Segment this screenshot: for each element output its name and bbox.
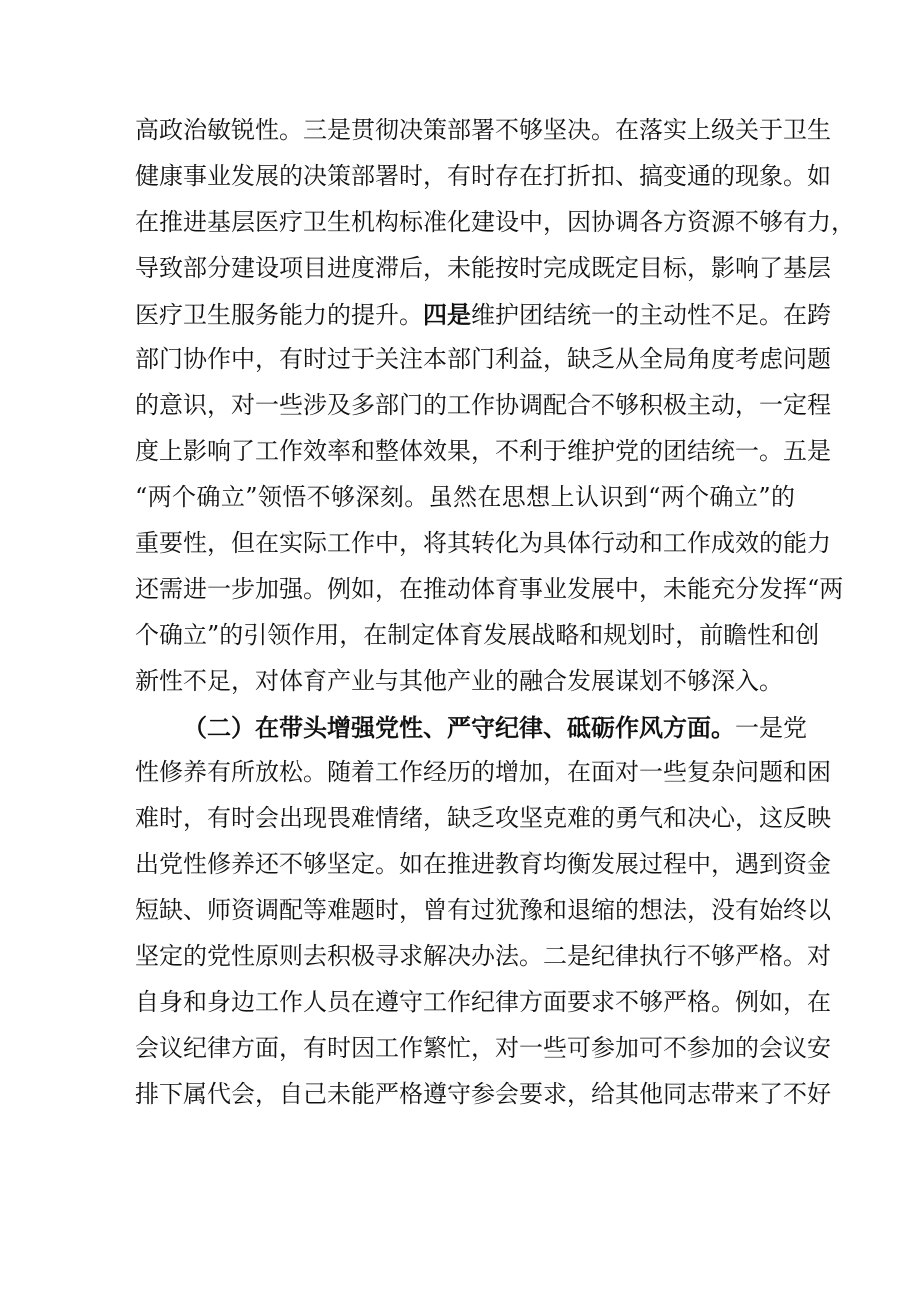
- text-segment: 医疗卫生服务能力的提升。: [135, 300, 423, 329]
- text-segment: 会议纪律方面，有时因工作繁忙，对一些可参加可不参加的会议安: [135, 1033, 831, 1062]
- text-line: [135, 750, 831, 796]
- text-line: [135, 383, 831, 429]
- document-body: [135, 108, 855, 1118]
- text-segment: 健康事业发展的决策部署时，有时存在打折扣、搞变通的现象。如: [135, 161, 831, 190]
- text-line: [135, 796, 831, 842]
- text-segment: 高政治敏锐性。三是贯彻决策部署不够坚决。在落实上级关于卫生: [135, 116, 831, 144]
- text-line: [135, 475, 795, 521]
- text-segment: 在推进基层医疗卫生机构标准化建设中，因协调各方资源不够有力，: [135, 207, 855, 236]
- text-segment: 重要性，但在实际工作中，将其转化为具体行动和工作成效的能力: [135, 529, 831, 558]
- text-segment: 出党性修养还不够坚定。如在推进教育均衡发展过程中，遇到资金: [135, 850, 831, 879]
- text-segment: 部门协作中，有时过于关注本部门利益，缺乏从全局角度考虑问题: [135, 345, 831, 374]
- text-line: [135, 980, 831, 1026]
- text-segment: 度上影响了工作效率和整体效果，不利于维护党的团结统一。五是: [135, 437, 831, 466]
- text-line: [135, 659, 795, 705]
- text-line: [135, 1072, 831, 1118]
- text-segment: 自身和身边工作人员在遵守工作纪律方面要求不够严格。例如，在: [135, 987, 831, 1016]
- text-segment: 一是党: [735, 713, 807, 742]
- text-segment: 维护团结统一的主动性不足。在跨: [471, 300, 831, 329]
- text-line: [135, 429, 831, 475]
- text-line: [135, 200, 855, 246]
- text-segment: 坚定的党性原则去积极寻求解决办法。二是纪律执行不够严格。对: [135, 942, 831, 971]
- bold-text-segment: （二）在带头增强党性、严守纪律、砥砺作风方面。: [183, 712, 735, 742]
- text-segment: 新性不足，对体育产业与其他产业的融合发展谋划不够深入。: [135, 666, 783, 695]
- bold-text-segment: 四是: [423, 299, 471, 329]
- text-segment: “两个确立”领悟不够深刻。虽然在思想上认识到“两个确立”的: [135, 483, 795, 512]
- text-line: [135, 888, 831, 934]
- text-line: [135, 842, 831, 888]
- text-line: [135, 1026, 831, 1072]
- text-segment: 还需进一步加强。例如，在推动体育事业发展中，未能充分发挥“两: [135, 574, 844, 603]
- text-line: [135, 108, 831, 154]
- section-heading-line: [135, 705, 807, 751]
- text-line: [135, 567, 844, 613]
- text-segment: 排下属代会，自己未能严格遵守参会要求，给其他同志带来了不好: [135, 1079, 831, 1108]
- text-segment: 的意识，对一些涉及多部门的工作协调配合不够积极主动，一定程: [135, 391, 831, 420]
- text-line: [135, 154, 831, 200]
- text-segment: 难时，有时会出现畏难情绪，缺乏攻坚克难的勇气和决心，这反映: [135, 804, 831, 833]
- text-segment: 性修养有所放松。随着工作经历的增加，在面对一些复杂问题和困: [135, 758, 831, 787]
- text-line: [135, 934, 831, 980]
- text-line: [135, 337, 831, 383]
- text-line: [135, 246, 831, 292]
- text-segment: 短缺、师资调配等难题时，曾有过犹豫和退缩的想法，没有始终以: [135, 896, 831, 925]
- text-segment: 导致部分建设项目进度滞后，未能按时完成既定目标，影响了基层: [135, 253, 831, 282]
- text-line: [135, 292, 831, 338]
- text-line: [135, 613, 820, 659]
- text-segment: 个确立”的引领作用，在制定体育发展战略和规划时，前瞻性和创: [135, 620, 820, 649]
- text-line: [135, 521, 831, 567]
